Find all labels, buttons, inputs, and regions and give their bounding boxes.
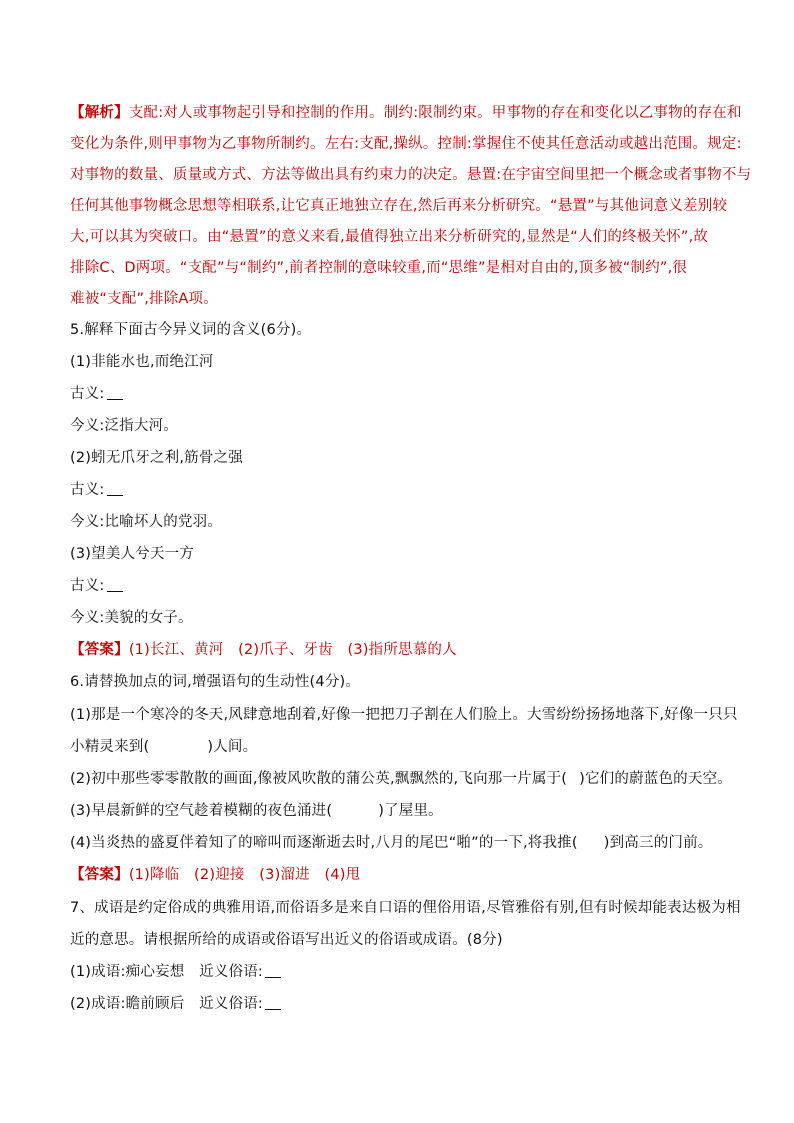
answer-blank[interactable] — [107, 385, 123, 400]
q5-item-2-sentence: (2)蚓无爪牙之利,筋骨之强 — [70, 450, 243, 466]
analysis-line-5: 大,可以其为突破口。由“悬置”的意义来看,最值得独立出来分析研究的,显然是“人们的终极关怀”,故 — [70, 229, 709, 245]
q5-item-1-jin: 今义:泛指大河。 — [70, 418, 178, 434]
q7-title-b: 近的意思。请根据所给的成语或俗语写出近义的俗语或成语。(8分) — [70, 932, 503, 948]
analysis-line-3: 对事物的数量、质量或方式、方法等做出具有约束力的决定。悬置:在宇宙空间里把一个概念或者事物不与 — [70, 167, 752, 183]
q6-answer: 【答案】(1)降临 (2)迎接 (3)溜进 (4)甩 — [70, 867, 361, 883]
q5-title: 5.解释下面古今异义词的含义(6分)。 — [70, 322, 312, 338]
q5-item-2-gu: 古义: — [70, 480, 123, 500]
answer-blank[interactable] — [265, 995, 281, 1010]
q5-item-1-sentence: (1)非能水也,而绝江河 — [70, 354, 214, 370]
q5-item-3-gu: 古义: — [70, 576, 123, 596]
analysis-line-1: 【解析】支配:对人或事物起引导和控制的作用。制约:限制约束。甲事物的存在和变化以乙事物的存在和 — [70, 105, 742, 121]
q6-sentence-1b: 小精灵来到( )人间。 — [70, 739, 258, 755]
answer-tag: 【答案】 — [70, 867, 129, 883]
answer-tag: 【答案】 — [70, 642, 129, 658]
q5-item-3-jin: 今义:美貌的女子。 — [70, 610, 193, 626]
q6-sentence-4: (4)当炎热的盛夏伴着知了的啼叫而逐渐逝去时,八月的尾巴“啪”的一下,将我推( )到高三的门前。 — [70, 835, 713, 851]
analysis-tag: 【解析】 — [70, 105, 129, 121]
q6-title: 6.请替换加点的词,增强语句的生动性(4分)。 — [70, 674, 361, 690]
q5-item-1-gu: 古义: — [70, 384, 123, 404]
analysis-line-6: 排除C、D两项。“支配”与“制约”,前者控制的意味较重,而“思维”是相对自由的,顶多被“制约”,很 — [70, 260, 688, 276]
analysis-line-7: 难被“支配”,排除A项。 — [70, 291, 218, 307]
q6-sentence-3: (3)早晨新鲜的空气趁着模糊的夜色涌进( )了屋里。 — [70, 803, 443, 819]
q5-answer: 【答案】(1)长江、黄河 (2)爪子、牙齿 (3)指所思慕的人 — [70, 642, 457, 658]
q6-sentence-2: (2)初中那些零零散散的画面,像被风吹散的蒲公英,飘飘然的,飞向那一片属于( )它们的蔚蓝色的天空。 — [70, 771, 732, 787]
q7-title-a: 7、成语是约定俗成的典雅用语,而俗语多是来自口语的俚俗用语,尽管雅俗有别,但有时候却能表达极为相 — [70, 900, 741, 916]
q5-item-3-sentence: (3)望美人兮天一方 — [70, 546, 195, 562]
analysis-line-2: 变化为条件,则甲事物为乙事物所制约。左右:支配,操纵。控制:掌握住不使其任意活动或越出范围。规定: — [70, 136, 742, 152]
analysis-line-4: 任何其他事物概念思想等相联系,让它真正地独立存在,然后再来分析研究。“悬置”与其他词意义差别较 — [70, 198, 728, 214]
answer-blank[interactable] — [265, 963, 281, 978]
q5-item-2-jin: 今义:比喻坏人的党羽。 — [70, 514, 223, 530]
answer-blank[interactable] — [107, 577, 123, 592]
q7-item-1: (1)成语:痴心妄想 近义俗语: — [70, 962, 281, 982]
q6-sentence-1a: (1)那是一个寒冷的冬天,风肆意地刮着,好像一把把刀子割在人们脸上。大雪纷纷扬扬地落下,好像一只只 — [70, 707, 738, 723]
answer-blank[interactable] — [107, 481, 123, 496]
q7-item-2: (2)成语:瞻前顾后 近义俗语: — [70, 994, 281, 1014]
